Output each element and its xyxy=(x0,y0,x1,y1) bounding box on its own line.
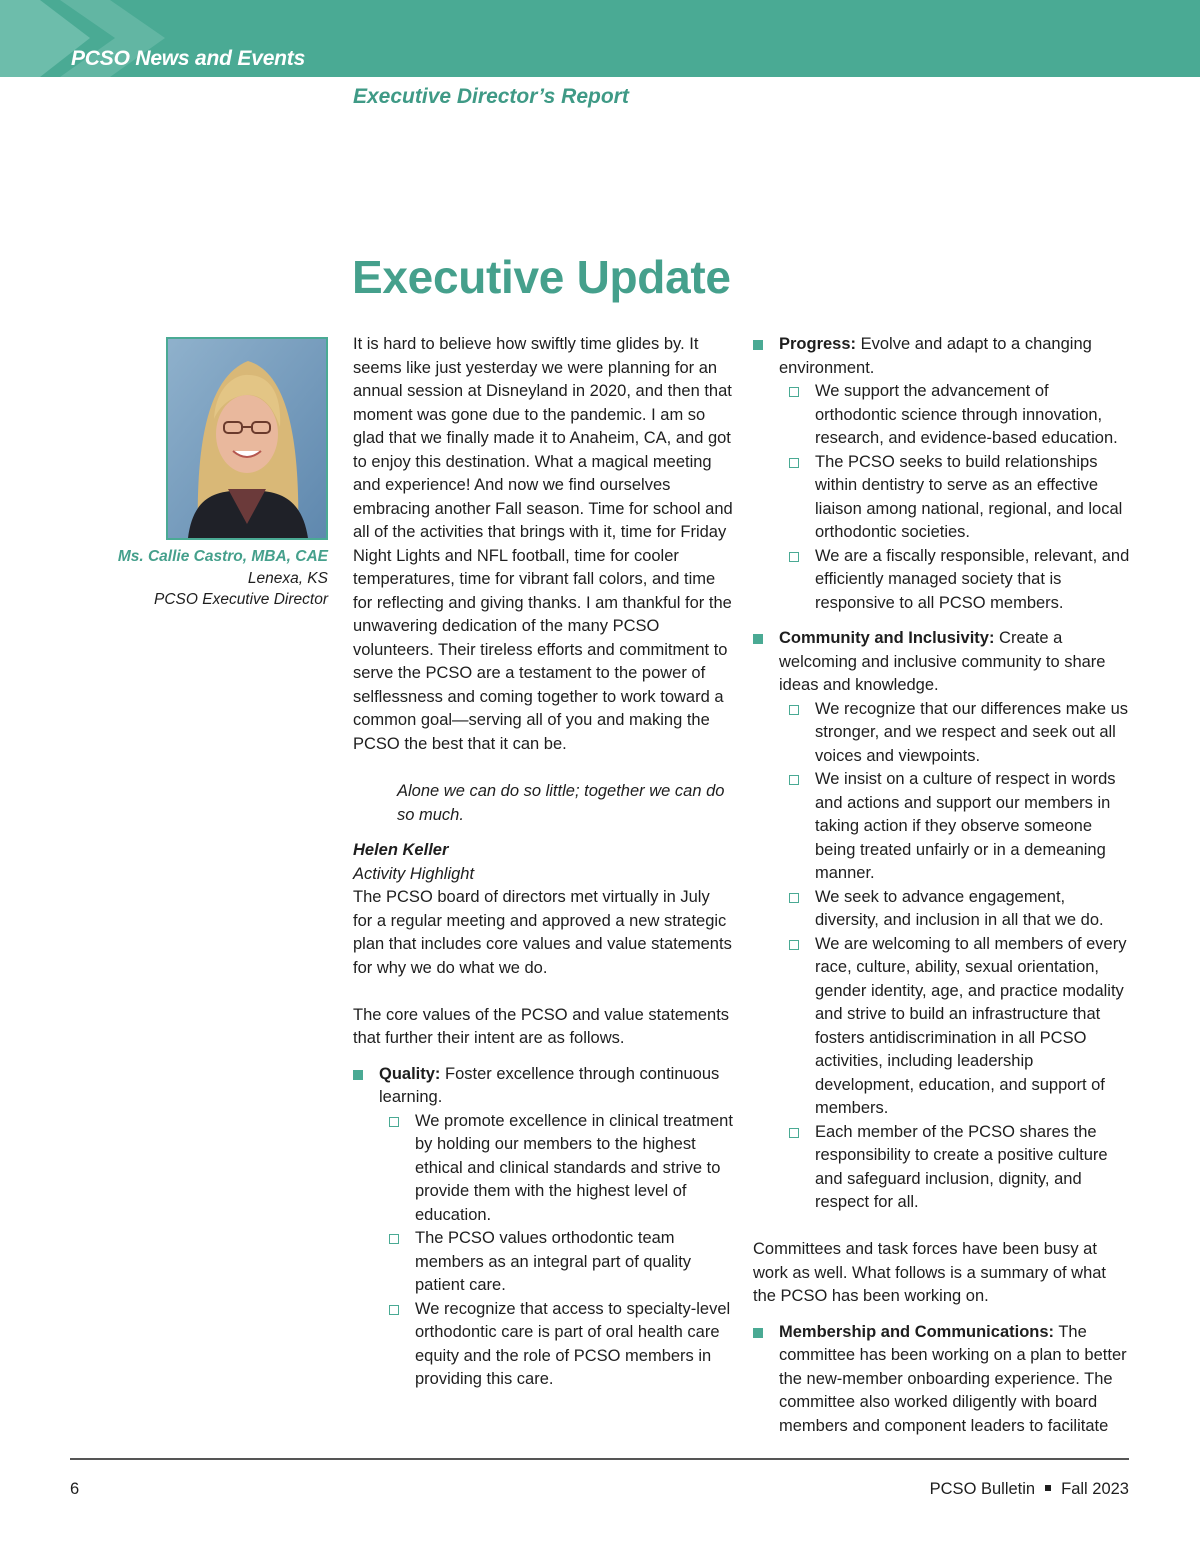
value-progress-lead: Progress: xyxy=(779,335,857,353)
column-right xyxy=(753,333,1133,1438)
membership-lead: Membership and Communications: xyxy=(779,1322,1055,1341)
author-role: PCSO Executive Director xyxy=(154,591,328,608)
square-separator-icon xyxy=(1045,1485,1051,1491)
report-subhead: Executive Director’s Report xyxy=(353,85,629,108)
page-number: 6 xyxy=(70,1480,80,1498)
value-progress-text: Evolve and adapt to a changing environment. xyxy=(779,335,1092,377)
value-quality xyxy=(353,1063,733,1392)
progress-statements xyxy=(789,380,1133,615)
column-left xyxy=(353,333,733,1392)
list-item: The PCSO seeks to build relationships within dentistry to serve as an effective liaison among national, regional, and local orthodontic societies. xyxy=(789,451,1133,545)
value-community xyxy=(753,627,1133,1215)
section-label: PCSO News and Events xyxy=(71,47,306,70)
committees-list xyxy=(753,1321,1133,1439)
value-quality-lead: Quality: xyxy=(379,1064,441,1083)
author-name: Ms. Callie Castro, MBA, CAE xyxy=(117,548,328,565)
quote-author: Helen Keller xyxy=(353,841,449,859)
header-banner xyxy=(0,0,1200,77)
values-list-right xyxy=(753,333,1133,1215)
committee-membership xyxy=(753,1321,1133,1439)
membership-text: The committee has been working on a plan to better the new-member onboarding experience. The committee also worked diligently with board members and component leaders to facilitate xyxy=(779,1322,1127,1435)
page-title: Executive Update xyxy=(352,251,731,303)
list-item: The PCSO values orthodontic team members as an integral part of quality patient care. xyxy=(389,1227,733,1298)
quality-statements xyxy=(389,1110,733,1392)
activity-heading: Activity Highlight xyxy=(353,864,475,883)
list-item: We support the advancement of orthodontic science through innovation, research, and evidence-based education. xyxy=(789,380,1133,451)
list-item: We are a fiscally responsible, relevant, and efficiently managed society that is responsive to all PCSO members. xyxy=(789,545,1133,616)
quote-text: Alone we can do so little; together we can do so much. xyxy=(397,782,725,824)
intro-paragraph: It is hard to believe how swiftly time glides by. It seems like just yesterday we were planning for an annual session at Disneyland in 2020, and then that moment was gone due to the pandemic. I am so glad that we finally made it to Anaheim, CA, and got to enjoy this destination. What a magical meeting and experience! And now we find ourselves embracing another Fall season. Time for school and all of the activities that brings with it, time for Friday Night Lights and NFL football, time for cooler temperatures, time for vibrant fall colors, and time for reflecting and giving thanks. I am thankful for the unwavering dedication of the many PCSO volunteers. Their tireless efforts and commitment to serve the PCSO are a testament to the power of selflessness and coming together to work toward a common goal—serving all of you and making the PCSO the best that it can be. xyxy=(353,335,733,753)
values-list-left xyxy=(353,1063,733,1392)
author-photo xyxy=(166,337,328,540)
core-values-intro: The core values of the PCSO and value statements that further their intent are as follows. xyxy=(353,1005,730,1047)
list-item: We are welcoming to all members of every race, culture, ability, sexual orientation, gender identity, age, and practice modality and strive to build an infrastructure that fosters antidiscrimination in all PCSO activities, including leadership development, education, and support of members. xyxy=(789,933,1133,1121)
footer-divider xyxy=(70,1458,1129,1460)
list-item: We seek to advance engagement, diversity, and inclusion in all that we do. xyxy=(789,886,1133,933)
activity-paragraph: The PCSO board of directors met virtually in July for a regular meeting and approved a new strategic plan that includes core values and value statements for why we do what we do. xyxy=(353,888,732,977)
list-item: We recognize that access to specialty-level orthodontic care is part of oral health care equity and the role of PCSO members in providing this care. xyxy=(389,1298,733,1392)
value-quality-text: Foster excellence through continuous learning. xyxy=(379,1064,720,1106)
value-progress xyxy=(753,333,1133,615)
author-caption xyxy=(118,546,328,611)
list-item: Each member of the PCSO shares the responsibility to create a positive culture and safeguard inclusion, dignity, and respect for all. xyxy=(789,1121,1133,1215)
list-item: We recognize that our differences make us stronger, and we respect and seek out all voices and viewpoints. xyxy=(789,698,1133,769)
committees-intro: Committees and task forces have been busy at work as well. What follows is a summary of what the PCSO has been working on. xyxy=(753,1240,1107,1305)
community-statements xyxy=(789,698,1133,1215)
list-item: We promote excellence in clinical treatment by holding our members to the highest ethical and clinical standards and strive to provide them with the highest level of education. xyxy=(389,1110,733,1228)
value-community-text: Create a welcoming and inclusive community to share ideas and knowledge. xyxy=(779,629,1106,694)
value-community-lead: Community and Inclusivity: xyxy=(779,629,995,647)
publication-name: PCSO Bulletin xyxy=(929,1480,1036,1498)
issue-date: Fall 2023 xyxy=(1061,1480,1129,1498)
list-item: We insist on a culture of respect in words and actions and support our members in taking action if they observe someone being treated unfairly or in a demeaning manner. xyxy=(789,768,1133,886)
publication-footer xyxy=(930,1480,1129,1499)
author-location: Lenexa, KS xyxy=(247,569,328,587)
